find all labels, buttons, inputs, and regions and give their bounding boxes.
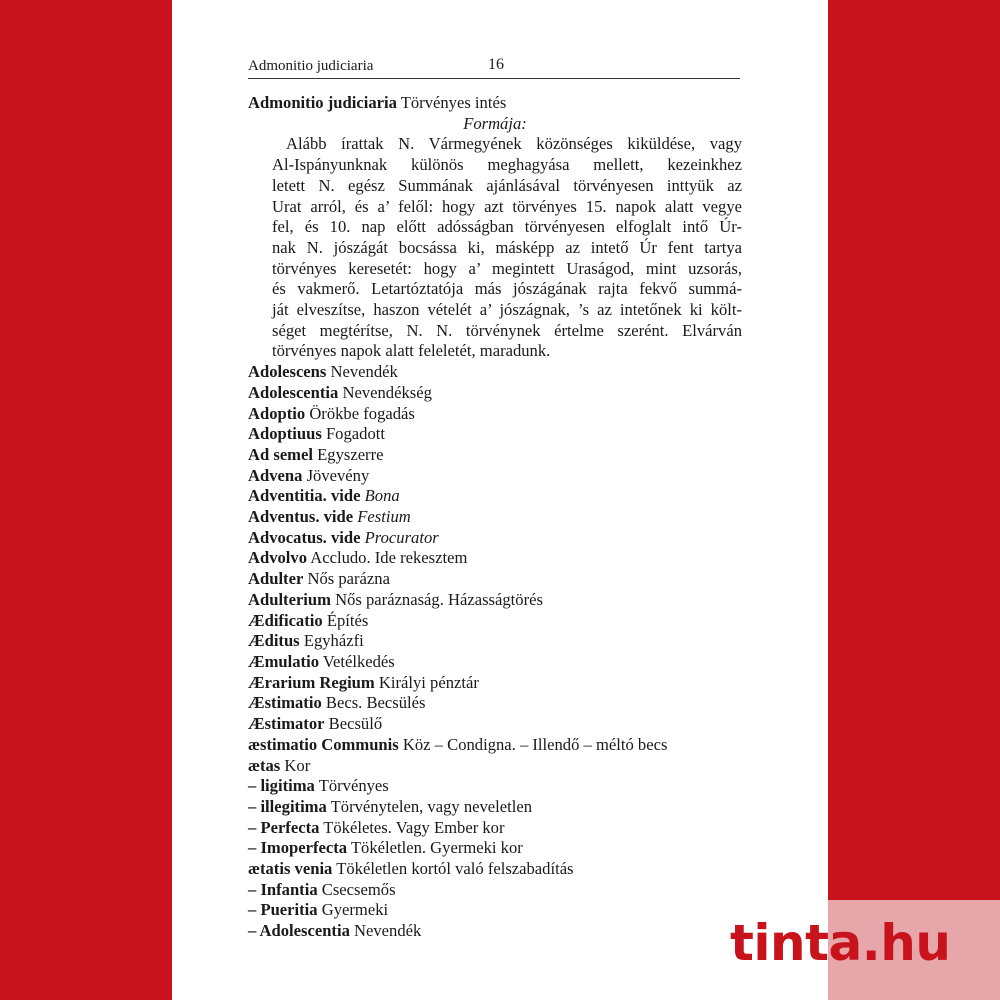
entry-term: Æstimator bbox=[248, 714, 325, 734]
dictionary-entry bbox=[248, 735, 742, 756]
entry-term: – Adolescentia bbox=[248, 921, 350, 941]
entry-definition: Becs. Becsülés bbox=[325, 693, 426, 713]
dictionary-entry bbox=[248, 590, 742, 611]
entry-term: Adolescentia bbox=[248, 382, 339, 402]
dictionary-entry bbox=[248, 528, 742, 549]
paragraph-line: letett N. egész Summának ajánlásával törvényesen inttyük az bbox=[272, 175, 742, 195]
entry-definition: Kor bbox=[284, 755, 311, 775]
entry-term: Adoptio bbox=[248, 403, 306, 423]
dictionary-entry bbox=[248, 362, 742, 383]
main-entry bbox=[248, 93, 742, 114]
paragraph-line: séget megtérítse, N. N. törvénynek értelme szerént. Elvárván bbox=[272, 320, 742, 340]
dictionary-entry bbox=[248, 921, 742, 942]
entry-definition: Köz – Condigna. – Illendő – méltó becs bbox=[402, 734, 668, 754]
entry-definition: Törvényes bbox=[318, 776, 389, 796]
entry-term: Æmulatio bbox=[248, 651, 319, 671]
dictionary-entry bbox=[248, 838, 742, 859]
dictionary-entry bbox=[248, 466, 742, 487]
page-number: 16 bbox=[488, 56, 504, 73]
dictionary-entry bbox=[248, 383, 742, 404]
dictionary-entry bbox=[248, 880, 742, 901]
entry-term: Adolescens bbox=[248, 362, 327, 382]
paragraph-line: nak N. jószágát bocsássa ki, másképp az intető Úr fent tartya bbox=[272, 237, 742, 257]
dictionary-entry bbox=[248, 776, 742, 797]
dictionary-entry bbox=[248, 818, 742, 839]
dictionary-entry bbox=[248, 652, 742, 673]
entry-cross-reference: Bona bbox=[364, 486, 400, 506]
running-head bbox=[248, 56, 740, 79]
entry-definition: Nevendék bbox=[354, 921, 422, 941]
dictionary-entry bbox=[248, 548, 742, 569]
entry-term: Ædificatio bbox=[248, 610, 323, 630]
dictionary-entry bbox=[248, 693, 742, 714]
entry-definition: Egyházfi bbox=[303, 631, 364, 651]
entry-definition: Királyi pénztár bbox=[378, 672, 479, 692]
entry-definition: Egyszerre bbox=[317, 444, 384, 464]
dictionary-entry bbox=[248, 859, 742, 880]
dictionary-entry bbox=[248, 631, 742, 652]
entry-definition: Nős parázna bbox=[307, 569, 390, 589]
entry-term: æstimatio Communis bbox=[248, 734, 399, 754]
form-paragraph bbox=[272, 134, 742, 362]
dictionary-entry bbox=[248, 797, 742, 818]
entry-term: Adulterium bbox=[248, 589, 331, 609]
running-head-title: Admonitio judiciaria bbox=[248, 58, 374, 74]
entry-definition: Gyermeki bbox=[321, 900, 389, 920]
entry-term: ætatis venia bbox=[248, 859, 333, 879]
entry-term: Adventitia. vide bbox=[248, 486, 361, 506]
entry-term: Ad semel bbox=[248, 444, 313, 464]
dictionary-entry bbox=[248, 486, 742, 507]
entry-term: – ligitima bbox=[248, 776, 315, 796]
dictionary-entry bbox=[248, 445, 742, 466]
entry-term: Advocatus. vide bbox=[248, 527, 361, 547]
book-page bbox=[172, 0, 828, 1000]
paragraph-line: ját elveszítse, haszon vételét a’ jószágnak, ’s az intetőnek ki költ- bbox=[272, 300, 742, 320]
entry-definition: Jövevény bbox=[306, 465, 370, 485]
paragraph-line: és vakmerő. Letartóztatója más jószágának rajta fekvő summá- bbox=[272, 279, 742, 299]
dictionary-entry bbox=[248, 900, 742, 921]
paragraph-line: Urat arról, és a’ felől: hogy azt törvényes 15. napok alatt vegye bbox=[272, 196, 742, 216]
paragraph-line: Alább írattak N. Vármegyének közönséges kiküldése, vagy bbox=[286, 134, 742, 154]
entry-definition: Accludo. Ide rekesztem bbox=[310, 548, 468, 568]
dictionary-entry bbox=[248, 756, 742, 777]
entry-definition: Építés bbox=[326, 610, 369, 630]
entry-definition: Nevendékség bbox=[342, 382, 432, 402]
entry-definition: Becsülő bbox=[328, 714, 383, 734]
entry-term: – Infantia bbox=[248, 879, 318, 899]
entry-definition: Tökéletes. Vagy Ember kor bbox=[323, 817, 505, 837]
entry-headword: Admonitio judiciaria bbox=[248, 93, 397, 112]
entry-definition: Csecsemős bbox=[321, 879, 396, 899]
dictionary-entry bbox=[248, 507, 742, 528]
entry-definition: Tökéletlen. Gyermeki kor bbox=[350, 838, 523, 858]
entry-term: Adulter bbox=[248, 569, 304, 589]
entry-definition: Nős paráznaság. Házasságtörés bbox=[335, 589, 543, 609]
entry-term: – Perfecta bbox=[248, 817, 320, 837]
dictionary-entry bbox=[248, 424, 742, 445]
entry-term: Advolvo bbox=[248, 548, 308, 568]
entry-definition: Tökéletlen kortól való felszabadítás bbox=[336, 859, 574, 879]
entry-term: Ærarium Regium bbox=[248, 672, 375, 692]
entry-definition: Fogadott bbox=[325, 424, 385, 444]
dictionary-entry bbox=[248, 611, 742, 632]
paragraph-line: Al-Ispányunknak különös meghagyása mellett, kezeinkhez bbox=[272, 155, 742, 175]
paragraph-line: fel, és 10. nap előtt adósságban törvényesen elfoglalt intő Úr- bbox=[272, 217, 742, 237]
entry-cross-reference: Procurator bbox=[364, 527, 439, 547]
entry-term: Adventus. vide bbox=[248, 507, 354, 527]
dictionary-content bbox=[248, 93, 742, 942]
entry-translation: Törvényes intés bbox=[400, 93, 507, 112]
dictionary-entry bbox=[248, 404, 742, 425]
entry-term: Advena bbox=[248, 465, 303, 485]
watermark-logo: tinta.hu bbox=[730, 914, 951, 972]
paragraph-line: törvényes keresetét: hogy a’ megintett Uraságod, mint uzsorás, bbox=[272, 258, 742, 278]
entry-term: Adoptiuus bbox=[248, 424, 322, 444]
entry-term: ætas bbox=[248, 755, 281, 775]
entry-term: Æstimatio bbox=[248, 693, 322, 713]
forma-label: Formája: bbox=[463, 113, 527, 133]
entry-term: – Pueritia bbox=[248, 900, 318, 920]
entry-term: Æditus bbox=[248, 631, 300, 651]
entry-definition: Törvénytelen, vagy neveletlen bbox=[330, 796, 533, 816]
entry-definition: Nevendék bbox=[330, 362, 398, 382]
entry-cross-reference: Festium bbox=[357, 507, 411, 527]
dictionary-entry bbox=[248, 569, 742, 590]
entry-term: – Imoperfecta bbox=[248, 838, 348, 858]
entry-definition: Vetélkedés bbox=[322, 651, 395, 671]
entry-definition: Örökbe fogadás bbox=[309, 403, 415, 423]
paragraph-line: törvényes napok alatt feleletét, maradunk. bbox=[272, 341, 551, 361]
entry-term: – illegitima bbox=[248, 796, 327, 816]
dictionary-entry bbox=[248, 673, 742, 694]
dictionary-entry bbox=[248, 714, 742, 735]
